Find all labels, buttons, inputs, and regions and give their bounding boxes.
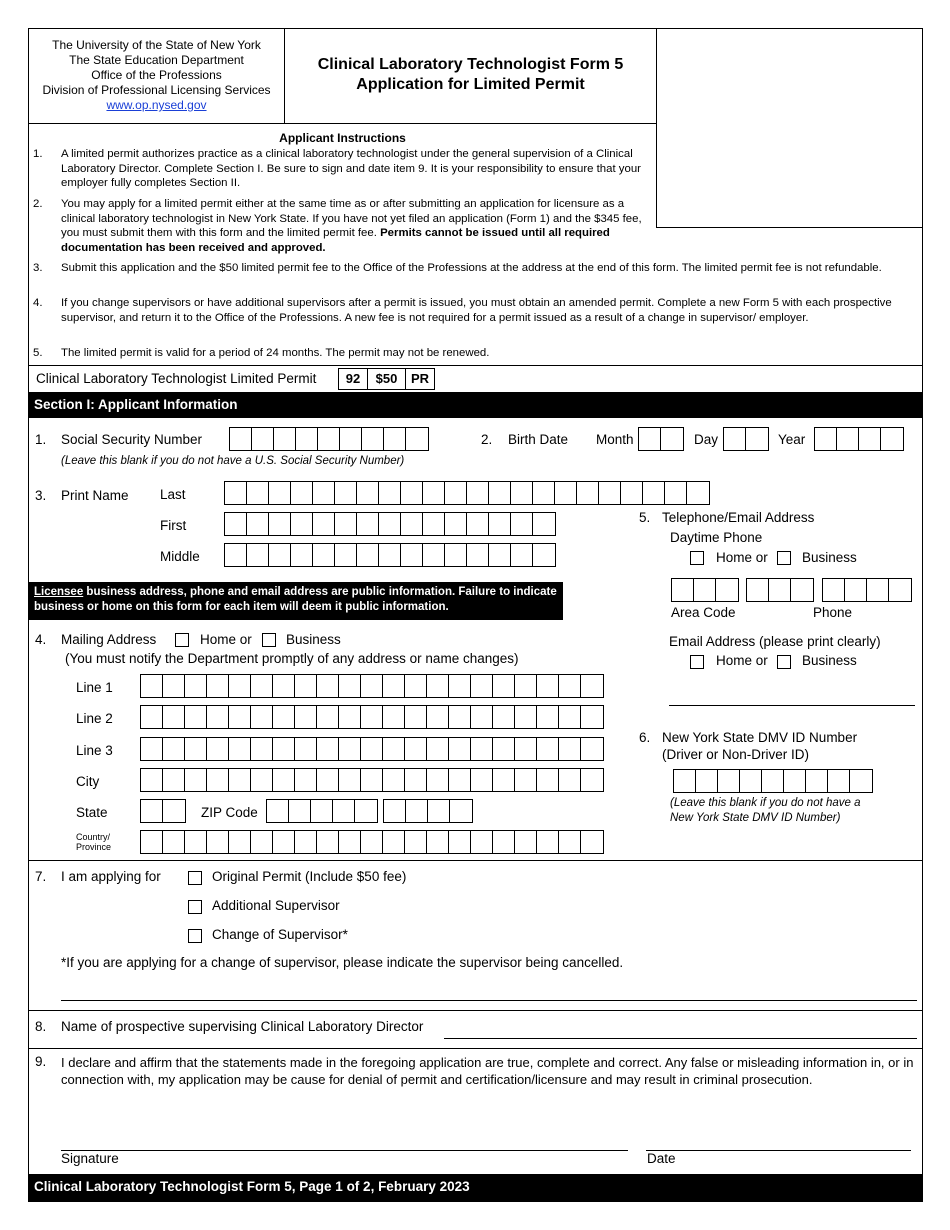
mail-business-label: Business [286,632,341,647]
email-business-label: Business [802,653,857,668]
website-link[interactable]: www.op.nysed.gov [106,98,207,112]
ssn-input[interactable] [229,427,429,451]
signature-input[interactable] [61,1150,628,1151]
daytime-phone-label: Daytime Phone [670,530,763,545]
birth-year-input[interactable] [814,427,904,451]
date-input[interactable] [646,1150,911,1151]
zip-label: ZIP Code [201,805,258,820]
form-title [285,55,656,95]
address-line1-input[interactable] [140,674,604,698]
country-label-line2: Province [76,842,112,852]
director-label: Name of prospective supervising Clinical Laboratory Director [61,1019,424,1034]
dmv-sub-label: (Driver or Non-Driver ID) [662,747,810,762]
country-input[interactable] [140,830,604,854]
licensee-word: Licensee [34,586,84,598]
line2-label: Line 2 [76,711,113,726]
dmv-note-line2: New York State DMV ID Number) [670,812,841,824]
change-supervisor-checkbox[interactable] [188,929,202,943]
name-number: 3. [35,488,47,503]
cancelled-supervisor-input[interactable] [61,1000,917,1001]
dmv-number: 6. [639,730,651,745]
divider-9 [28,1048,923,1049]
middle-name-input[interactable] [224,543,556,567]
zip-ext-input[interactable] [383,799,473,823]
instruction-number: 5. [33,347,43,359]
original-permit-label: Original Permit (Include $50 fee) [212,869,407,884]
instruction-text: Submit this application and the $50 limited permit fee to the Office of the Professions at the address at the end of this form. The limited permit fee is not refundable. [61,262,882,274]
last-name-label: Last [160,487,186,502]
page-footer: Clinical Laboratory Technologist Form 5, Page 1 of 2, February 2023 [29,1174,922,1202]
last-name-input[interactable] [224,481,710,505]
tel-number: 5. [639,510,651,525]
additional-supervisor-checkbox[interactable] [188,900,202,914]
mail-note: (You must notify the Department promptly of any address or name changes) [65,651,519,666]
dmv-note [670,796,861,826]
public-info-notice [29,582,563,620]
mail-home-label: Home or [200,632,252,647]
header-bottom [28,123,657,124]
mail-home-checkbox[interactable] [175,633,189,647]
instructions-heading: Applicant Instructions [279,131,406,145]
zip-input[interactable] [266,799,378,823]
year-label: Year [778,432,806,447]
email-home-label: Home or [716,653,768,668]
birth-month-input[interactable] [638,427,684,451]
mail-number: 4. [35,632,47,647]
line3-label: Line 3 [76,743,113,758]
form-title-line1: Clinical Laboratory Technologist Form 5 [317,56,624,73]
state-input[interactable] [140,799,186,823]
permit-code: 92 [338,368,368,390]
dmv-id-input[interactable] [673,769,873,793]
phone-line-input[interactable] [822,578,912,602]
dmv-label: New York State DMV ID Number [662,730,858,745]
form-title-line2: Application for Limited Permit [356,76,585,93]
country-label-line1: Country/ [76,832,111,842]
instruction-text: If you change supervisors or have additional supervisors after a permit is issued, you must obtain an amended permit. Complete a new Form 5 with each prospective supervisor, and return it to the Office of the Professions. A new fee is not required for a permit issued as a result of a change in supervisor/ employer. [61,297,892,324]
change-supervisor-label: Change of Supervisor* [212,927,348,942]
dmv-note-line1: (Leave this blank if you do not have a [670,797,861,809]
city-label: City [76,774,100,789]
birth-label: Birth Date [508,432,569,447]
director-number: 8. [35,1019,47,1034]
name-label: Print Name [61,488,129,503]
middle-name-label: Middle [160,549,200,564]
agency-header [29,38,284,113]
permit-label: Clinical Laboratory Technologist Limited Permit [36,371,317,386]
date-label: Date [647,1151,676,1166]
ssn-number: 1. [35,432,47,447]
office-box-bottom [656,227,923,228]
declaration-text: I declare and affirm that the statements made in the foregoing application are true, complete and correct. Any false or misleading information in, or in connection with, my application may be cause for denial of permit and certification/licensure and may result in criminal prosecution. [61,1055,914,1087]
section-1-header: Section I: Applicant Information [29,392,922,418]
signature-label: Signature [61,1151,119,1166]
ssn-label: Social Security Number [61,432,203,447]
phone-prefix-input[interactable] [746,578,814,602]
first-name-input[interactable] [224,512,556,536]
declaration-number: 9. [35,1054,47,1069]
phone-home-checkbox[interactable] [690,551,704,565]
org-line: Office of the Professions [91,68,222,82]
divider-7 [28,860,923,861]
instruction-number: 1. [33,148,43,160]
instruction-number: 2. [33,198,43,210]
permit-type: PR [405,368,435,390]
apply-number: 7. [35,869,47,884]
phone-business-label: Business [802,550,857,565]
org-line: Division of Professional Licensing Services [42,83,271,97]
instruction-bold-text: Permits cannot be issued until all required documentation has been received and approved. [61,227,610,254]
org-line: The University of the State of New York [52,38,261,52]
email-business-checkbox[interactable] [777,655,791,669]
phone-label: Phone [813,605,853,620]
divider-8 [28,1010,923,1011]
permit-fee: $50 [367,368,406,390]
director-name-input[interactable] [444,1038,917,1039]
country-label [76,832,111,852]
day-label: Day [694,432,719,447]
address-line3-input[interactable] [140,737,604,761]
change-supervisor-note: *If you are applying for a change of supervisor, please indicate the supervisor being cancelled. [61,955,624,970]
ssn-note: (Leave this blank if you do not have a U.S. Social Security Number) [61,455,405,467]
state-label: State [76,805,108,820]
frame-right [922,28,923,1202]
original-permit-checkbox[interactable] [188,871,202,885]
instruction-text: A limited permit authorizes practice as a clinical laboratory technologist under the general supervision of a Clinical Laboratory Director. Complete Section I. Be sure to sign and date item 9. It is your responsibility to ensure that your employer fully completes Section II. [61,148,641,189]
mail-label: Mailing Address [61,632,157,647]
public-notice-text: business address, phone and email address are public information. Failure to indicate business or home on this form for each item will deem it public information. [34,586,557,613]
area-code-label: Area Code [671,605,736,620]
birth-number: 2. [481,432,493,447]
mail-business-checkbox[interactable] [262,633,276,647]
instructions-bottom [28,365,923,366]
instruction-text: The limited permit is valid for a period of 24 months. The permit may not be renewed. [61,347,490,359]
line1-label: Line 1 [76,680,113,695]
email-input[interactable] [669,705,915,706]
frame-top [28,28,923,29]
phone-home-label: Home or [716,550,768,565]
month-label: Month [596,432,634,447]
address-line2-input[interactable] [140,705,604,729]
additional-supervisor-label: Additional Supervisor [212,898,340,913]
org-line: The State Education Department [69,53,244,67]
city-input[interactable] [140,768,604,792]
email-home-checkbox[interactable] [690,655,704,669]
tel-label: Telephone/Email Address [662,510,815,525]
email-label: Email Address (please print clearly) [669,634,881,649]
header-divider-2 [656,28,657,227]
instruction-text: You may apply for a limited permit either at the same time as or after submitting an application for licensure as a clinical laboratory technologist in New York State. If you have not yet filed an application (Form 1) and the $345 fee, you must submit them with this form and the limited permit fee. [61,198,642,239]
birth-day-input[interactable] [723,427,769,451]
phone-business-checkbox[interactable] [777,551,791,565]
instruction-number: 4. [33,297,43,309]
first-name-label: First [160,518,187,533]
area-code-input[interactable] [671,578,739,602]
instruction-number: 3. [33,262,43,274]
apply-label: I am applying for [61,869,161,884]
